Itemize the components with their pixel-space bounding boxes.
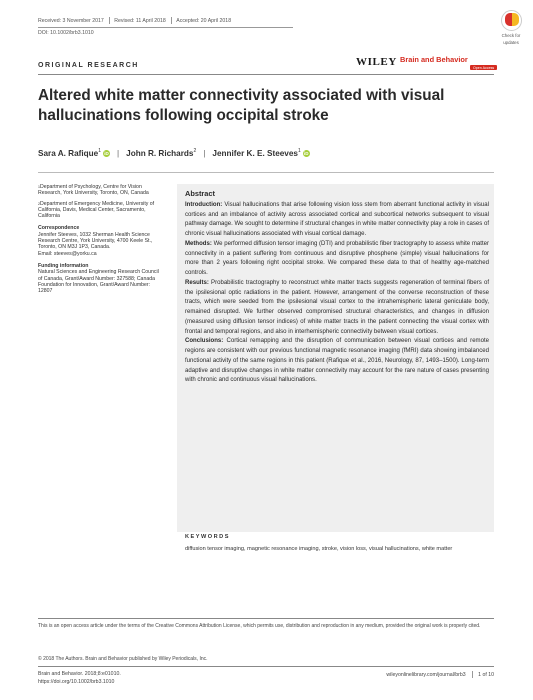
citation-doi-link[interactable]: https://doi.org/10.1002/brb3.1010 bbox=[38, 678, 115, 685]
citation bbox=[38, 671, 121, 686]
accepted-date: Accepted: 20 April 2018 bbox=[176, 17, 232, 24]
abstract-conclusions: Conclusions: Cortical remapping and the disruption of communication between visual cortices and remote regions are consistent with our previous functional magnetic resonance imaging (fMRI) data showing imbalanced functional activity of the same regions in this patient (Rafique et al., 2016, Neurology, 87, 1493–1500). Long‐term adaptive and disruptive changes in white matter connectivity may account for the rare nature of cases presenting with chronic and continuous visual hallucinations. bbox=[185, 338, 489, 384]
correspondence-email[interactable]: Email: steeves@yorku.ca bbox=[38, 250, 97, 257]
author-separator: | bbox=[203, 149, 206, 158]
funding-text: Natural Sciences and Engineering Research Council of Canada, Grant/Award Number: 327588; Canada Foundation for Innovation, Grant/Award Number: 12807 bbox=[38, 269, 159, 295]
footer-divider bbox=[38, 666, 494, 667]
article-title: Altered white matter connectivity associated with visual hallucinations following occipital stroke bbox=[38, 87, 445, 124]
abstract-introduction: Introduction: Visual hallucinations that arise following vision loss stem from aberrant functional activity in visual cortices and an imbalance of activity across associated cortical and subcortical networks subsequent to visual pathway damage. We sought to determine if structural changes in white matter connectivity play a role in cases of chronic visual hallucinations associated with visual cortical damage. bbox=[185, 201, 489, 237]
correspondence bbox=[38, 225, 162, 256]
received-date: Received: 3 November 2017 bbox=[38, 17, 104, 24]
abstract-heading: Abstract bbox=[185, 189, 215, 198]
article-sidebar bbox=[38, 184, 162, 300]
header-divider bbox=[38, 74, 494, 75]
footer-right bbox=[386, 671, 494, 678]
correspondence-text: Jennifer Steeves, 1032 Sherman Health Science Research Centre, York University, 4700 Keele St., Toronto, ON M3J 1P3, Canada. bbox=[38, 231, 153, 251]
publisher-logo: WILEY bbox=[356, 56, 397, 68]
citation-line: Brain and Behavior. 2018;8:e01010. bbox=[38, 671, 121, 677]
author-name[interactable]: Jennifer K. E. Steeves bbox=[212, 149, 298, 158]
abstract bbox=[185, 189, 489, 386]
author-affiliation-number: 1 bbox=[297, 147, 301, 154]
crossmark-label-line2: updates bbox=[503, 40, 519, 45]
crossmark-label-line1: Check for bbox=[501, 33, 521, 38]
affiliation-1: $^1$Department of Psychology, Centre for Vision Research, York University, Toronto, ON, Canada bbox=[38, 184, 149, 197]
date-divider bbox=[171, 17, 172, 24]
author-affiliation-number: 2 bbox=[193, 147, 197, 154]
revised-date: Revised: 11 April 2018 bbox=[114, 17, 166, 24]
author-name[interactable]: John R. Richards bbox=[126, 149, 194, 158]
author-affiliation-number: 1 bbox=[98, 147, 101, 154]
open-access-badge: Open Access bbox=[470, 65, 497, 70]
copyright: © 2018 The Authors. Brain and Behavior published by Wiley Periodicals, Inc. bbox=[38, 656, 208, 662]
footer-separator bbox=[472, 671, 473, 678]
date-divider bbox=[109, 17, 110, 24]
page-number: 1 of 10 bbox=[478, 671, 494, 678]
author-separator: | bbox=[117, 149, 120, 158]
journal-url-link[interactable]: wileyonlinelibrary.com/journal/brb3 bbox=[386, 671, 466, 678]
crossmark-icon bbox=[501, 10, 522, 31]
correspondence-heading: Correspondence bbox=[38, 225, 80, 232]
orcid-icon[interactable]: iD bbox=[304, 151, 309, 156]
funding bbox=[38, 263, 162, 294]
authors-divider bbox=[38, 172, 494, 173]
author-list bbox=[38, 149, 310, 158]
check-for-updates-button[interactable] bbox=[494, 10, 528, 45]
article-dates bbox=[38, 17, 231, 24]
keywords-heading: KEYWORDS bbox=[185, 534, 230, 540]
affiliation-2: $^2$Department of Emergency Medicine, University of California, Davis, Medical Center, Sacramento, California bbox=[38, 200, 155, 220]
funding-heading: Funding information bbox=[38, 262, 89, 269]
orcid-icon[interactable]: iD bbox=[104, 151, 109, 156]
journal-name: Brain and Behavior bbox=[400, 55, 468, 64]
author-name[interactable]: Sara A. Rafique bbox=[38, 149, 99, 158]
keywords-text: diffusion tensor imaging, magnetic resonance imaging, stroke, vision loss, visual hallucinations, white matter bbox=[185, 546, 453, 552]
section-label: ORIGINAL RESEARCH bbox=[38, 62, 139, 69]
abstract-results: Results: Probabilistic tractography to reconstruct white matter tracts suggests regeneration of terminal fibers of the ipsilesional optic radiations in the patient. However, arrangement of the converse reconstruction of these tracts, which were seeded from the ipsilesional visual cortex to the intrahemispheric lateral geniculate body, remained disrupted. We further observed compromised structural characteristics, and changes in diffusion (measured using diffusion tensor indices) of white matter tracts in the patient connecting the visual cortex with frontal and temporal regions, and also in interhemispheric connectivity between visual cortices. bbox=[185, 279, 489, 335]
footer-divider bbox=[38, 618, 494, 619]
abstract-methods: Methods: We performed diffusion tensor imaging (DTI) and probabilistic fiber tractography to assess white matter connectivity in a patient suffering from continuous and disruptive phosphene (simple) visual hallucinations for more than 2 years following right occipital stroke. We compared these data to that of healthy age‐matched controls. bbox=[185, 240, 489, 276]
license-text: This is an open access article under the terms of the Creative Commons Attribution License, which permits use, distribution and reproduction in any medium, provided the original work is properly cited. bbox=[38, 623, 481, 629]
dates-divider bbox=[38, 27, 293, 28]
affiliations bbox=[38, 184, 162, 219]
doi[interactable]: DOI: 10.1002/brb3.1010 bbox=[38, 30, 94, 36]
